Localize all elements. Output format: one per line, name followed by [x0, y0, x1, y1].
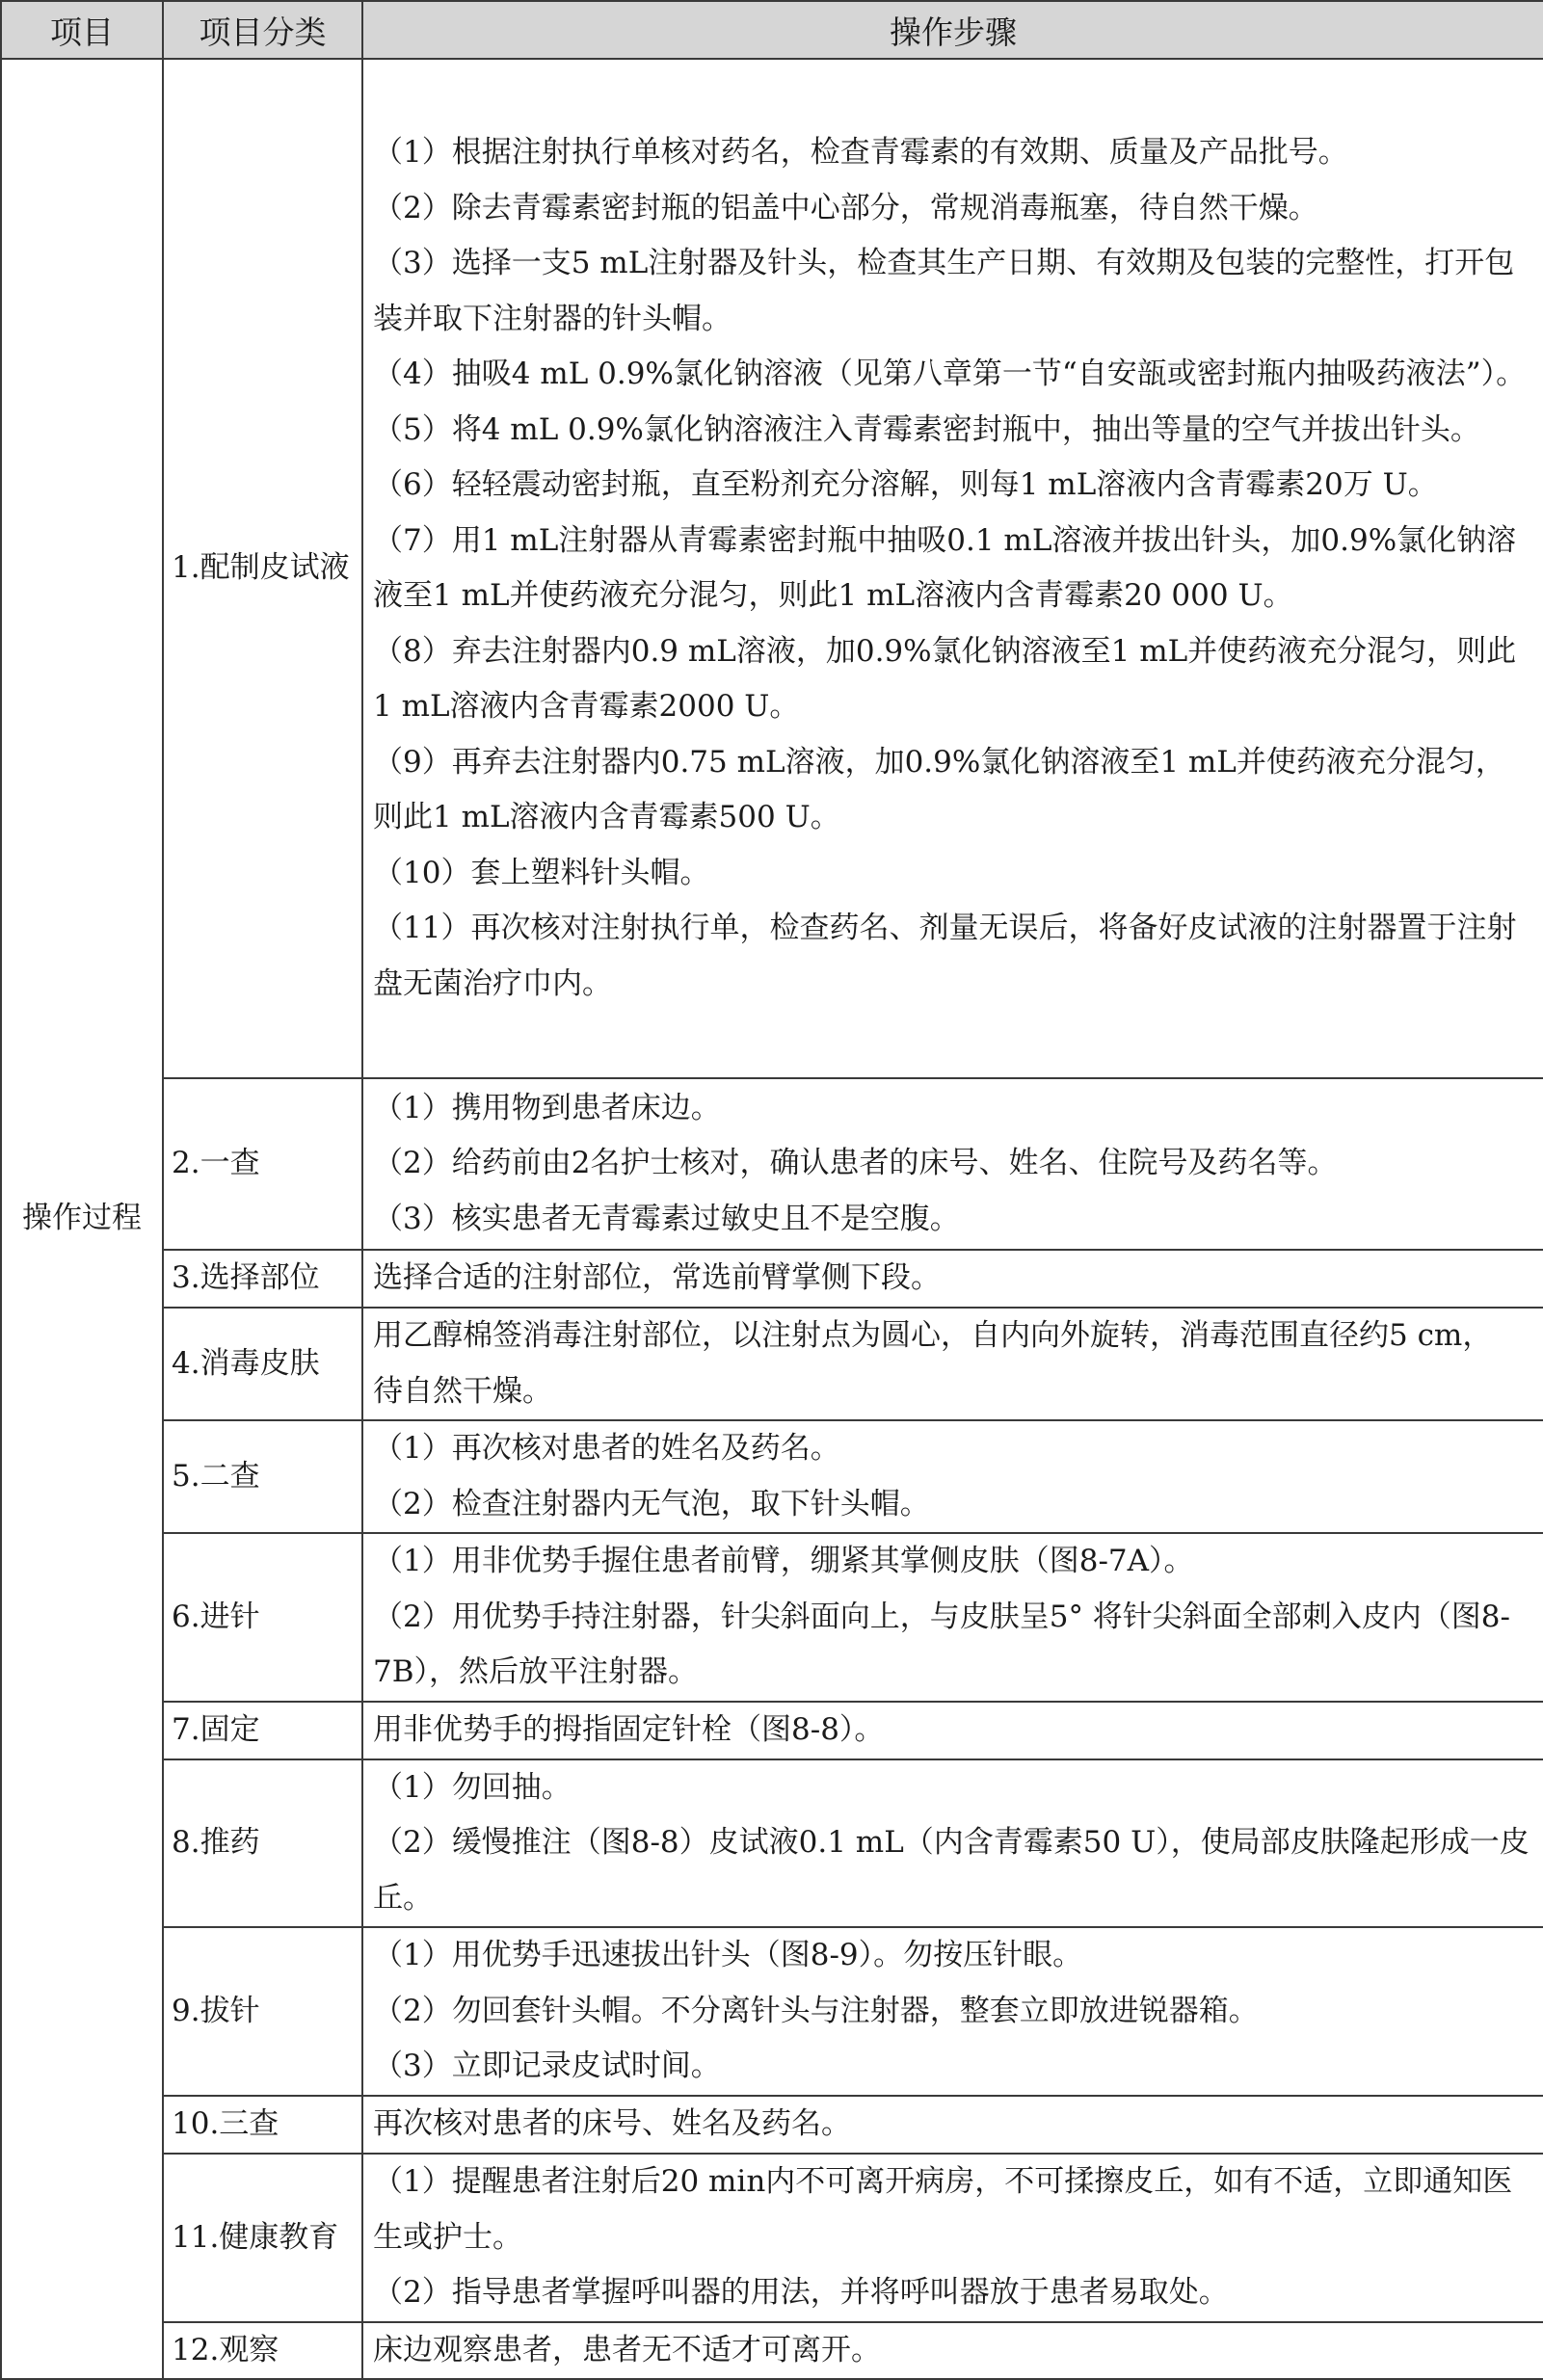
- step-text: （6）轻轻震动密封瓶，直至粉剂充分溶解，则每1 mL溶液内含青霉素20万 U。: [373, 467, 1438, 502]
- steps-cell: [362, 1759, 1543, 1928]
- steps-cell: [362, 1702, 1543, 1759]
- steps-cell: [362, 59, 1543, 1078]
- steps-cell: [362, 2154, 1543, 2322]
- table-row: [1, 1759, 1543, 1928]
- step-text: （2）给药前由2名护士核对，确认患者的床号、姓名、住院号及药名等。: [373, 1146, 1338, 1181]
- category-cell: 8.推药: [163, 1759, 362, 1928]
- category-cell: 7.固定: [163, 1702, 362, 1759]
- category-cell: 11.健康教育: [163, 2154, 362, 2322]
- step-text: （7）用1 mL注射器从青霉素密封瓶中抽吸0.1 mL溶液并拔出针头，加0.9%氯化钠溶液至1 mL并使药液充分混匀，则此1 mL溶液内含青霉素20 000 U。: [373, 522, 1517, 613]
- item-cell: 操作过程: [1, 59, 163, 2379]
- steps-cell: [362, 1308, 1543, 1420]
- step-text: （1）携用物到患者床边。: [373, 1090, 721, 1125]
- step-text: （2）检查注射器内无气泡，取下针头帽。: [373, 1486, 930, 1521]
- step-text: （1）勿回抽。: [373, 1769, 572, 1805]
- step-text: （10）套上塑料针头帽。: [373, 855, 710, 890]
- table-body: [1, 59, 1543, 2379]
- step-text: 床边观察患者，患者无不适才可离开。: [373, 2332, 881, 2367]
- category-cell: 1.配制皮试液: [163, 59, 362, 1078]
- table-row: [1, 1308, 1543, 1420]
- table-row: [1, 1533, 1543, 1702]
- header-item: 项目: [1, 1, 163, 59]
- table-row: [1, 1250, 1543, 1308]
- step-text: （1）用优势手迅速拔出针头（图8-9）。勿按压针眼。: [373, 1938, 1083, 1973]
- table-row: [1, 2096, 1543, 2154]
- table-row: [1, 2154, 1543, 2322]
- table-row: [1, 59, 1543, 1078]
- steps-cell: [362, 1420, 1543, 1533]
- step-text: （1）根据注射执行单核对药名，检查青霉素的有效期、质量及产品批号。: [373, 135, 1348, 170]
- step-text: （3）选择一支5 mL注射器及针头，检查其生产日期、有效期及包装的完整性，打开包装并取下注射器的针头帽。: [373, 246, 1515, 336]
- step-text: （4）抽吸4 mL 0.9%氯化钠溶液（见第八章第一节“自安瓿或密封瓶内抽吸药液法”）。: [373, 357, 1527, 391]
- category-cell: 12.观察: [163, 2322, 362, 2380]
- table-row: [1, 2322, 1543, 2380]
- step-text: 再次核对患者的床号、姓名及药名。: [373, 2106, 851, 2142]
- table-row: [1, 1702, 1543, 1759]
- step-text: （9）再弃去注射器内0.75 mL溶液，加0.9%氯化钠溶液至1 mL并使药液充分混匀，则此1 mL溶液内含青霉素500 U。: [373, 744, 1505, 834]
- step-text: （5）将4 mL 0.9%氯化钠溶液注入青霉素密封瓶中，抽出等量的空气并拔出针头。: [373, 411, 1480, 447]
- table-row: [1, 1420, 1543, 1533]
- step-text: （8）弃去注射器内0.9 mL溶液，加0.9%氯化钠溶液至1 mL并使药液充分混匀，则此1 mL溶液内含青霉素2000 U。: [373, 633, 1517, 724]
- table-row: [1, 1927, 1543, 2096]
- step-text: 用乙醇棉签消毒注射部位，以注射点为圆心，自内向外旋转，消毒范围直径约5 cm， 待自然干燥。: [373, 1318, 1493, 1409]
- steps-cell: [362, 2322, 1543, 2380]
- steps-cell: [362, 1250, 1543, 1308]
- category-cell: 9.拔针: [163, 1927, 362, 2096]
- step-text: （1）提醒患者注射后20 min内不可离开病房，不可揉擦皮丘，如有不适，立即通知医生或护士。: [373, 2164, 1513, 2255]
- step-text: 选择合适的注射部位，常选前臂掌侧下段。: [373, 1260, 941, 1296]
- category-cell: 5.二查: [163, 1420, 362, 1533]
- step-text: （1）用非优势手握住患者前臂，绷紧其掌侧皮肤（图8-7A）。: [373, 1544, 1194, 1578]
- header-steps: 操作步骤: [362, 1, 1543, 59]
- header-row: [1, 1, 1543, 59]
- step-text: （2）勿回套针头帽。不分离针头与注射器，整套立即放进锐器箱。: [373, 1993, 1259, 2028]
- step-text: （3）立即记录皮试时间。: [373, 2049, 721, 2084]
- category-cell: 2.一查: [163, 1078, 362, 1250]
- steps-cell: [362, 1927, 1543, 2096]
- table-row: [1, 1078, 1543, 1250]
- step-text: （11）再次核对注射执行单，检查药名、剂量无误后，将备好皮试液的注射器置于注射盘无菌治疗巾内。: [373, 911, 1517, 1001]
- steps-cell: [362, 1078, 1543, 1250]
- category-cell: 3.选择部位: [163, 1250, 362, 1308]
- category-cell: 4.消毒皮肤: [163, 1308, 362, 1420]
- steps-cell: [362, 2096, 1543, 2154]
- step-text: （3）核实患者无青霉素过敏史且不是空腹。: [373, 1201, 960, 1236]
- step-text: （2）除去青霉素密封瓶的铝盖中心部分，常规消毒瓶塞，待自然干燥。: [373, 190, 1318, 225]
- step-text: （1）再次核对患者的姓名及药名。: [373, 1431, 840, 1466]
- step-text: （2）缓慢推注（图8-8）皮试液0.1 mL（内含青霉素50 U），使局部皮肤隆起形成一皮丘。: [373, 1825, 1530, 1916]
- category-cell: 6.进针: [163, 1533, 362, 1702]
- step-text: （2）指导患者掌握呼叫器的用法，并将呼叫器放于患者易取处。: [373, 2275, 1229, 2310]
- category-cell: 10.三查: [163, 2096, 362, 2154]
- step-text: 用非优势手的拇指固定针栓（图8-8）。: [373, 1711, 885, 1747]
- step-text: （2）用优势手持注射器，针尖斜面向上，与皮肤呈5° 将针尖斜面全部刺入皮内（图8-7B），然后放平注射器。: [373, 1599, 1510, 1689]
- steps-cell: [362, 1533, 1543, 1702]
- header-category: 项目分类: [163, 1, 362, 59]
